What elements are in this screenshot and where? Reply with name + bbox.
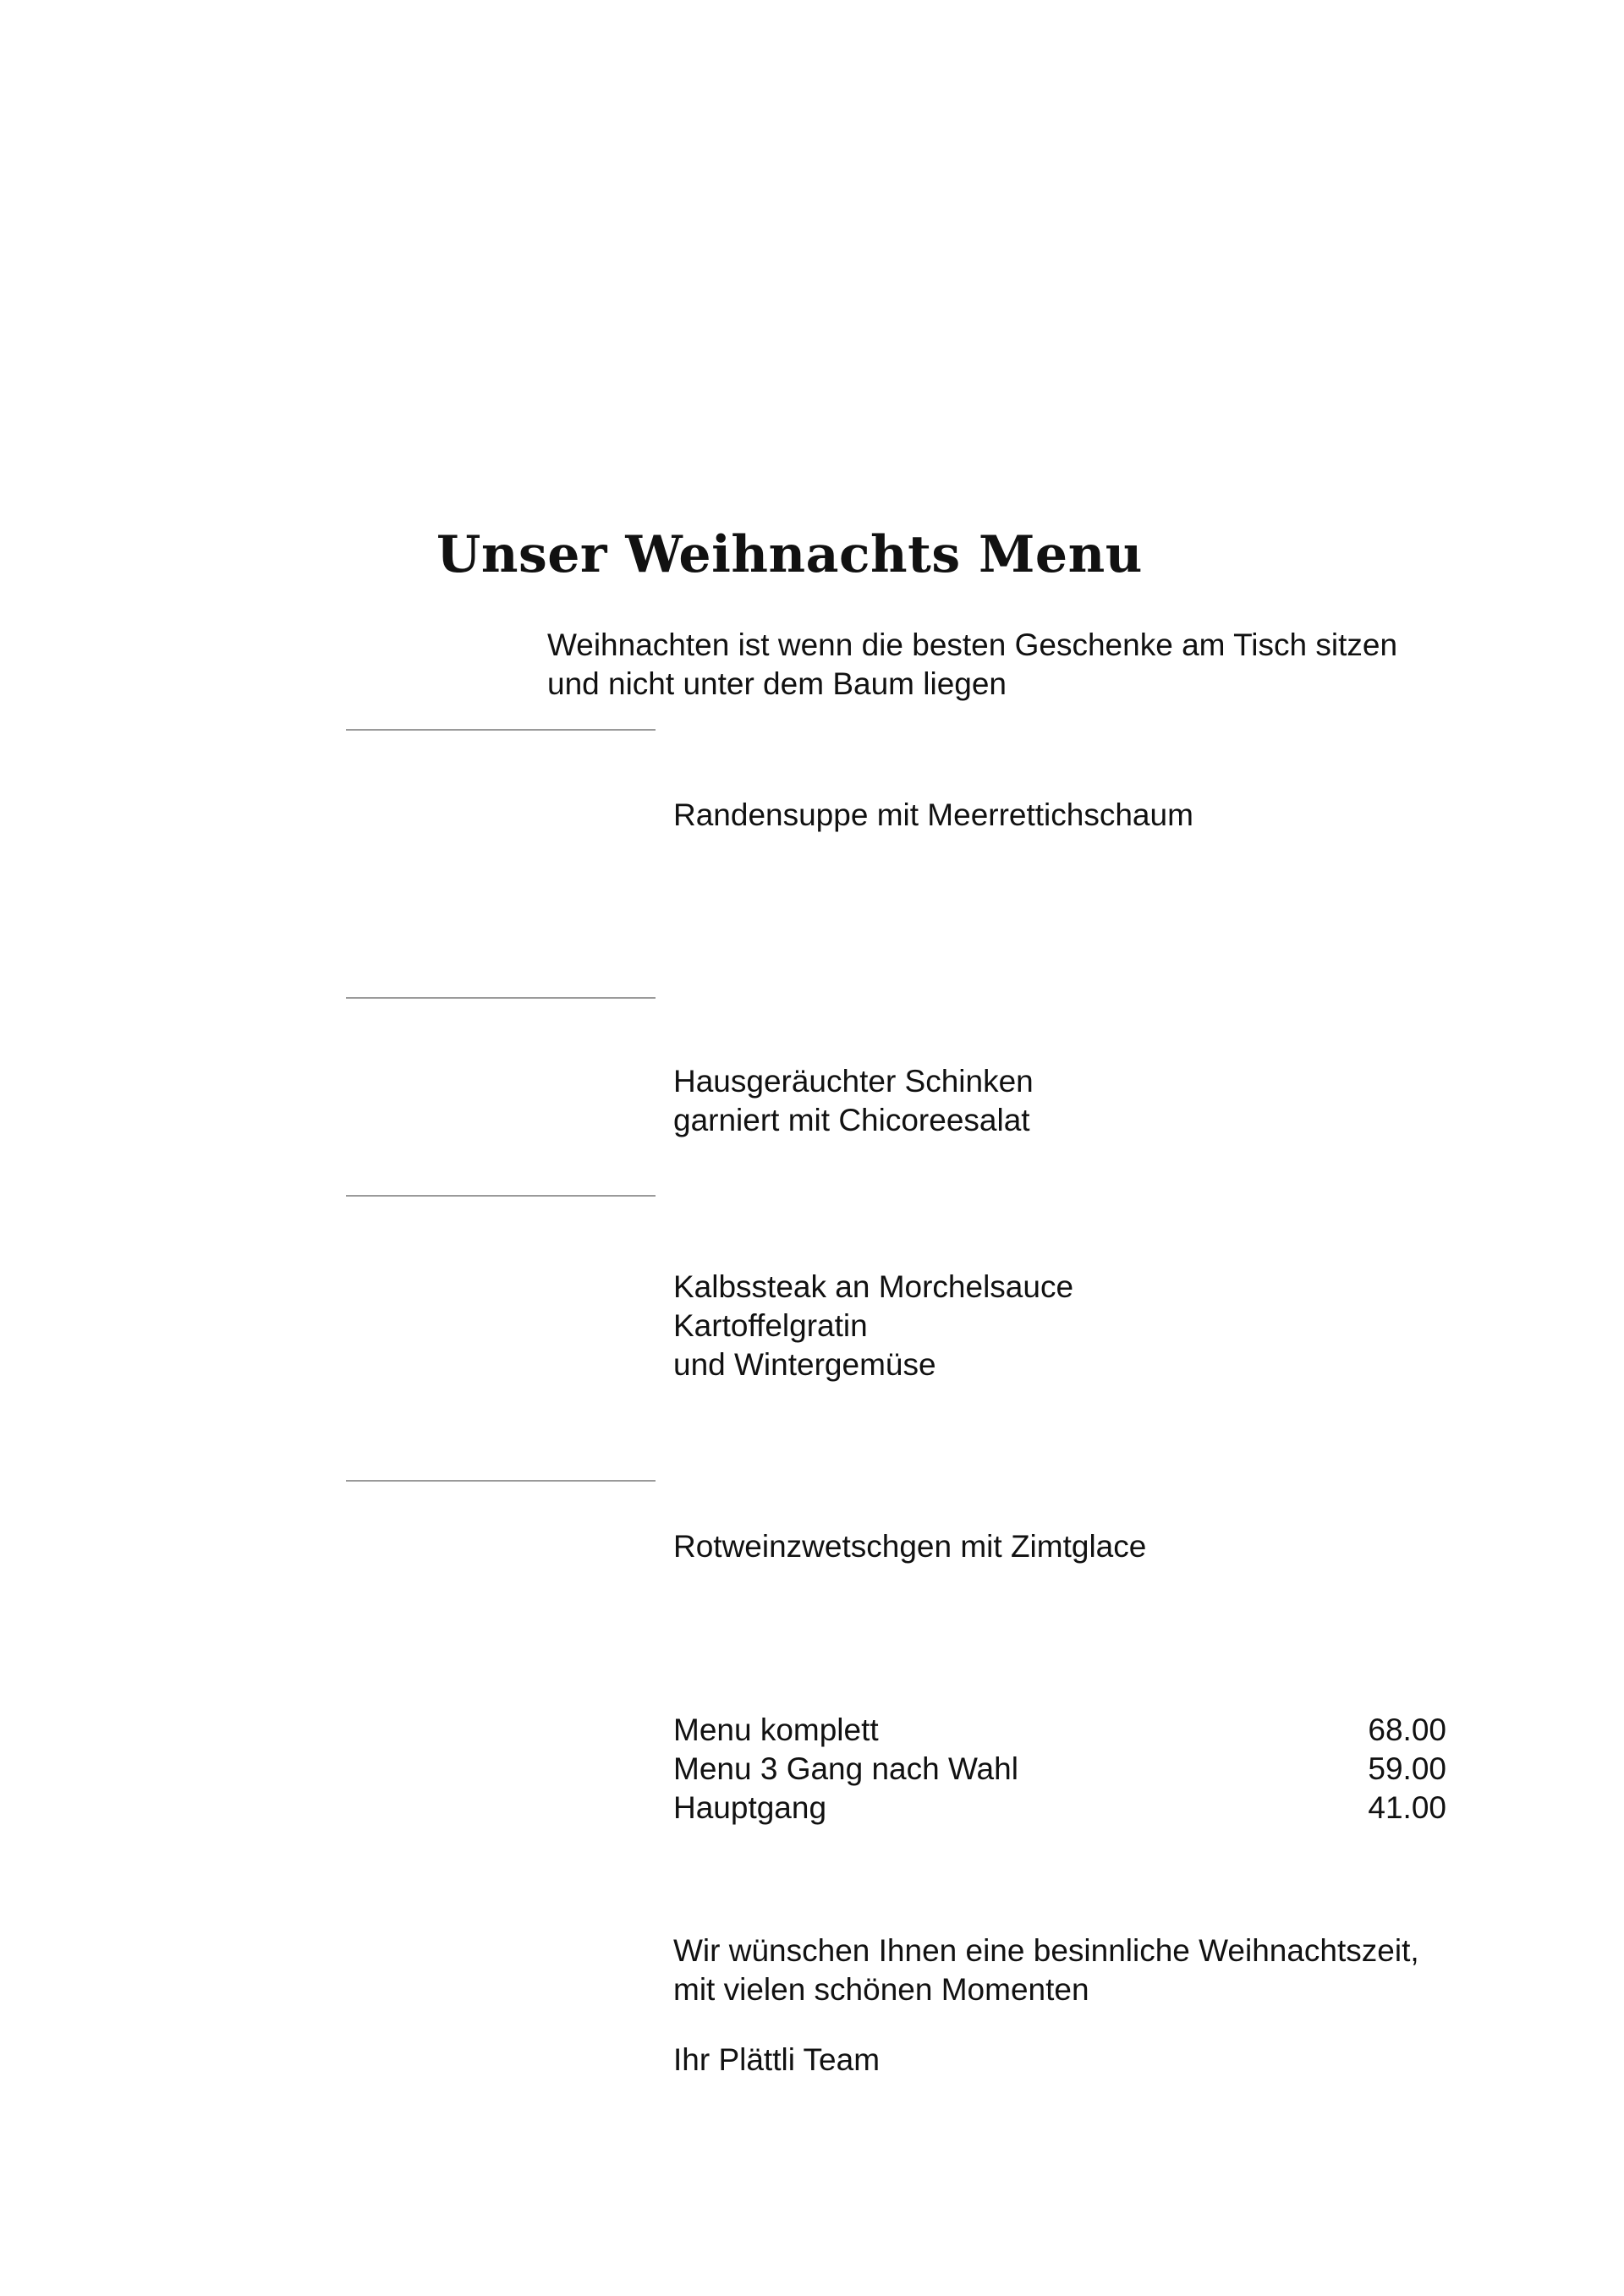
price-row [673, 1789, 1446, 1827]
price-value: 68.00 [1368, 1712, 1446, 1747]
divider [346, 729, 656, 731]
divider [346, 997, 656, 999]
signature: Ihr Plättli Team [673, 2042, 881, 2077]
price-label: Hauptgang [673, 1790, 827, 1825]
subtitle-line: Weihnachten ist wenn die besten Geschenke am Tisch sitzen [547, 627, 1398, 662]
course-soup [673, 796, 1193, 835]
course-line: Randensuppe mit Meerrettichschaum [673, 797, 1193, 832]
course-line: Kalbssteak an Morchelsauce [673, 1269, 1074, 1304]
price-label: Menu komplett [673, 1712, 879, 1747]
subtitle-line: und nicht unter dem Baum liegen [547, 666, 1007, 701]
closing-line: mit vielen schönen Momenten [673, 1972, 1089, 2007]
price-value: 41.00 [1368, 1790, 1446, 1825]
menu-subtitle [547, 626, 1397, 704]
price-value: 59.00 [1368, 1751, 1446, 1786]
menu-title: Unser Weihnachts Menu [436, 525, 1143, 584]
price-row [673, 1750, 1446, 1789]
course-starter [673, 1062, 1034, 1140]
price-list [673, 1711, 1446, 1827]
closing-message [673, 1932, 1419, 2009]
course-main [673, 1268, 1073, 1384]
divider [346, 1480, 656, 1482]
course-line: Rotweinzwetschgen mit Zimtglace [673, 1529, 1147, 1564]
course-dessert [673, 1527, 1146, 1566]
course-line: Kartoffelgratin [673, 1308, 868, 1343]
price-row [673, 1711, 1446, 1750]
closing-line: Wir wünschen Ihnen eine besinnliche Weihnachtszeit, [673, 1933, 1419, 1968]
course-line: und Wintergemüse [673, 1347, 936, 1382]
divider [346, 1195, 656, 1197]
price-label: Menu 3 Gang nach Wahl [673, 1751, 1018, 1786]
course-line: garniert mit Chicoreesalat [673, 1103, 1030, 1137]
course-line: Hausgeräuchter Schinken [673, 1064, 1034, 1099]
